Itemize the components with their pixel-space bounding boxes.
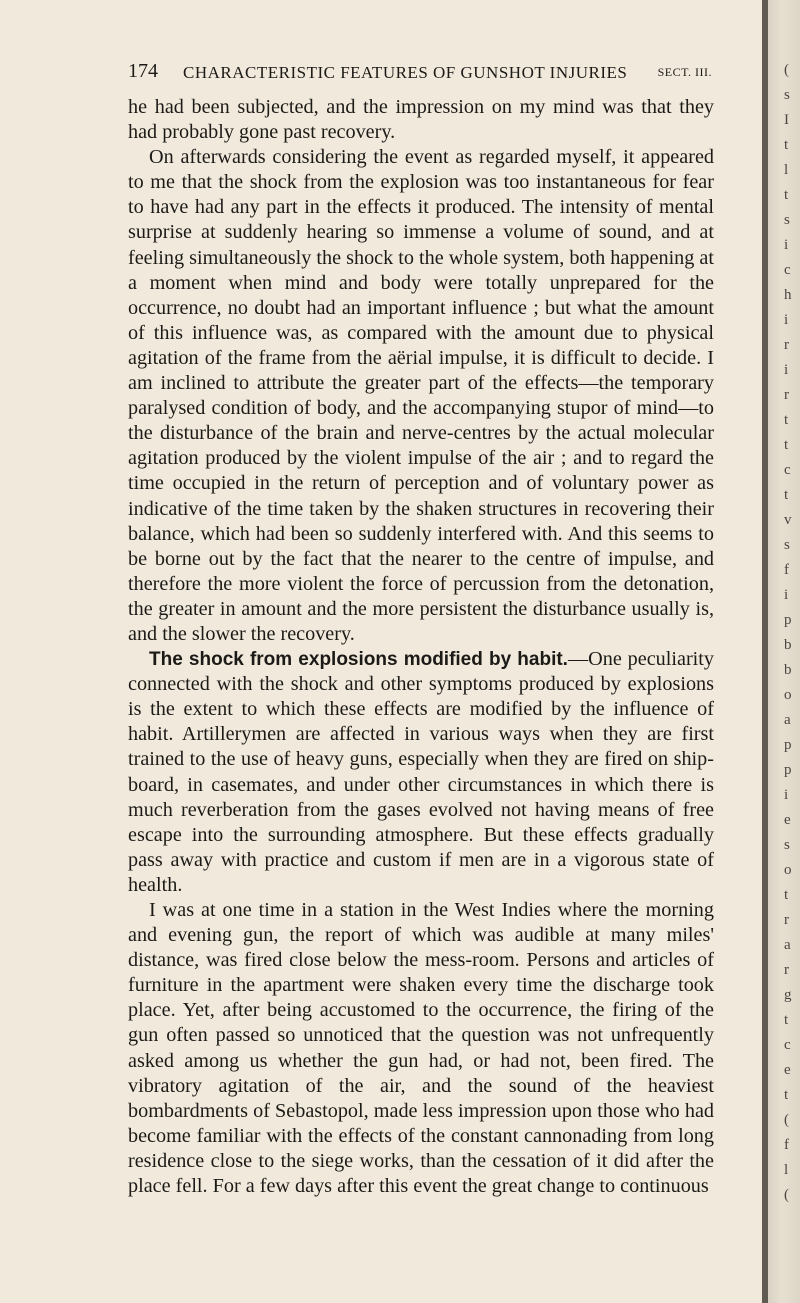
facing-page-fragment: r: [784, 387, 789, 403]
facing-page-fragment: a: [784, 937, 791, 953]
page-number: 174: [128, 60, 158, 82]
facing-page-fragment: t: [784, 1012, 789, 1028]
facing-page-fragment: i: [784, 362, 789, 378]
facing-page-fragment: t: [784, 887, 789, 903]
paragraph-2-text: On afterwards considering the event as regarded myself, it appeared to me that the shock from the explosion was too instantaneous for fear to have had any part in the effects it produced. The intensity of mental surprise at suddenly hearing so immense a volume of sound, and at feeling simultaneously the shock to the whole system, both happening at a moment when mind and body were totally unprepared for the occurrence, no doubt had an important influence ; but what the amount of this influence was, as compared with the amount due to physical agitation of the frame from the aërial impulse, it is difficult to decide. I am inclined to attribute the greater part of the effects—the temporary paralysed condition of body, and the accompanying stupor of mind—to the disturbance of the brain and nerve-centres by the actual molecular agitation produced by the violent impulse of the air ; and to regard the time occupied in the return of perception and of voluntary power as indicative of the time taken by the shaken structures in recovering their balance, which had been so suddenly interfered with. And this seems to be borne out by the fact that the nearer to the centre of impulse, and therefore the more violent the force of percussion from the detonation, the greater in amount and the more persistent the disturbance usually is, and the slower the recovery.: [128, 146, 714, 645]
facing-page-fragment: s: [784, 537, 790, 553]
facing-page-fragment: o: [784, 687, 792, 703]
facing-page-fragment: h: [784, 287, 792, 303]
facing-page-fragment: (: [784, 1187, 789, 1203]
facing-page-fragment: i: [784, 587, 789, 603]
paragraph-4: [128, 898, 714, 1199]
facing-page-fragment: t: [784, 137, 789, 153]
facing-page-fragment: e: [784, 812, 791, 828]
facing-page-fragment: f: [784, 1137, 789, 1153]
facing-page-fragment: e: [784, 1062, 791, 1078]
section-label: SECT. III.: [657, 65, 712, 79]
facing-page-fragment: t: [784, 437, 789, 453]
facing-page-fragment: i: [784, 237, 789, 253]
facing-page-fragment: g: [784, 987, 792, 1003]
facing-page-fragment: b: [784, 637, 792, 653]
facing-page-fragment: i: [784, 312, 789, 328]
facing-page-fragment: f: [784, 562, 789, 578]
paragraph-2: [128, 145, 714, 647]
facing-page-fragment: p: [784, 762, 792, 778]
facing-page-fragment: (: [784, 1112, 789, 1128]
facing-page-fragment: I: [784, 112, 789, 128]
facing-page-fragment: c: [784, 1037, 791, 1053]
facing-page-fragment: l: [784, 1162, 789, 1178]
facing-page-fragment: s: [784, 837, 790, 853]
page-body: [128, 95, 714, 1199]
facing-page-fragment: s: [784, 212, 790, 228]
facing-page-fragment: a: [784, 712, 791, 728]
facing-page-fragment: c: [784, 462, 791, 478]
paragraph-1: [128, 95, 714, 145]
facing-page-fragment: (: [784, 62, 789, 78]
facing-page-fragment: l: [784, 162, 789, 178]
paragraph-3-text: —One peculiarity connected with the shock and other symptoms produced by explosions is the extent to which these effects are modified by the influence of habit. Artillerymen are affected in various ways when they are first trained to the use of heavy guns, especially when they are fired on ship-board, in casemates, and under other circumstances in which there is much reverberation from the gases evolved not having means of free escape into the surrounding atmosphere. But these effects gradually pass away with practice and custom if men are in a vigorous state of health.: [128, 648, 714, 896]
facing-page-fragment: t: [784, 487, 789, 503]
facing-page-fragment: r: [784, 962, 789, 978]
running-title: CHARACTERISTIC FEATURES OF GUNSHOT INJURIES: [183, 63, 628, 82]
facing-page-fragment: p: [784, 737, 792, 753]
facing-page-fragment: s: [784, 87, 790, 103]
paragraph-4-text: I was at one time in a station in the West Indies where the morning and evening gun, the report of which was audible at many miles' distance, was fired close below the mess-room. Persons and articles of furniture in the apartment were shaken every time the discharge took place. Yet, after being accustomed to the occurrence, the firing of the gun often passed so unnoticed that the question was not unfrequently asked among us whether the gun had, or had not, been fired. The vibratory agitation of the air, and the sound of the heaviest bombardments of Sebastopol, made less impression upon those who had become familiar with the effects of the constant cannonading from long residence close to the siege works, than the cessation of it did after the place fell. For a few days after this event the great change to continuous: [128, 899, 714, 1198]
facing-page-fragment: p: [784, 612, 792, 628]
paragraph-heading: The shock from explosions modified by habit.: [149, 649, 568, 671]
running-header: [128, 60, 712, 86]
facing-page-fragment: b: [784, 662, 792, 678]
facing-page-fragment: c: [784, 262, 791, 278]
facing-page-fragment: r: [784, 337, 789, 353]
facing-page-fragments: [784, 58, 800, 1208]
gutter-shadow: [762, 0, 768, 1303]
book-gutter: [762, 0, 800, 1303]
facing-page-fragment: o: [784, 862, 792, 878]
paragraph-3: [128, 647, 714, 898]
facing-page-fragment: t: [784, 187, 789, 203]
facing-page-fragment: i: [784, 787, 789, 803]
facing-page-fragment: t: [784, 1087, 789, 1103]
facing-page-fragment: t: [784, 412, 789, 428]
facing-page-fragment: v: [784, 512, 792, 528]
facing-page-fragment: r: [784, 912, 789, 928]
paragraph-1-text: he had been subjected, and the impression on my mind was that they had probably gone past recovery.: [128, 96, 714, 144]
